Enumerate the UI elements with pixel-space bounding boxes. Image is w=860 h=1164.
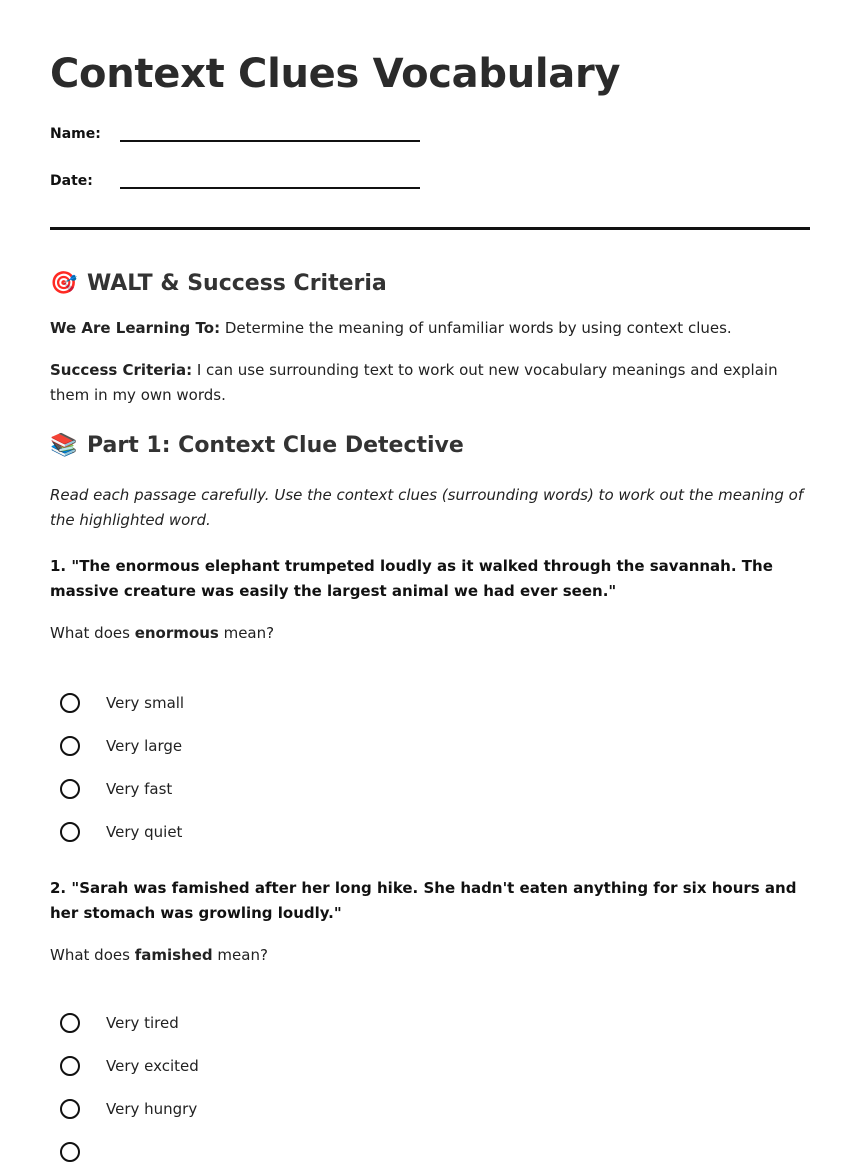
radio-circle[interactable]: [60, 1099, 80, 1119]
header-divider: [50, 227, 810, 230]
option-item[interactable]: [50, 1096, 810, 1121]
walt-heading: [50, 268, 810, 298]
date-field: [50, 169, 810, 189]
option-label: Very excited: [106, 1056, 199, 1075]
target-icon: 🎯: [50, 270, 78, 296]
option-item[interactable]: [50, 733, 810, 758]
option-label: Very fast: [106, 779, 173, 798]
question-2-prompt: [50, 943, 810, 968]
success-criteria-paragraph: [50, 358, 810, 408]
radio-circle[interactable]: [60, 779, 80, 799]
date-label: Date:: [50, 173, 93, 189]
part1-heading: [50, 430, 810, 460]
question-2-text: "Sarah was famished after her long hike. She hadn't eaten anything for six hours and her stomach was growling loudly.": [50, 879, 797, 922]
radio-circle[interactable]: [60, 1013, 80, 1033]
question-2-word: famished: [134, 946, 213, 964]
question-2-options: [50, 1010, 810, 1164]
question-1-prompt-post: mean?: [218, 624, 275, 642]
question-1-passage: [50, 554, 810, 604]
option-item[interactable]: [50, 819, 810, 844]
radio-circle[interactable]: [60, 1142, 80, 1162]
option-label: Very tired: [106, 1013, 179, 1032]
question-2-prompt-post: mean?: [212, 946, 268, 964]
walt-text: Determine the meaning of unfamiliar words by using context clues.: [220, 319, 732, 337]
option-label: Very hungry: [106, 1099, 198, 1118]
radio-circle[interactable]: [60, 1056, 80, 1076]
radio-circle[interactable]: [60, 736, 80, 756]
name-input-line[interactable]: [120, 126, 420, 142]
walt-paragraph: [50, 316, 810, 341]
success-criteria-label: Success Criteria:: [50, 361, 193, 379]
question-1-prompt-pre: What does: [50, 624, 135, 642]
walt-label: We Are Learning To:: [50, 319, 221, 337]
name-label: Name:: [50, 126, 101, 142]
question-1-text: "The enormous elephant trumpeted loudly as it walked through the savannah. The massive creature was easily the largest animal we had ever seen.": [50, 557, 773, 600]
question-2-passage: [50, 876, 810, 926]
walt-heading-text: WALT & Success Criteria: [87, 270, 387, 296]
option-item[interactable]: [50, 1053, 810, 1078]
question-1-number: 1.: [50, 557, 67, 575]
part1-instructions: Read each passage carefully. Use the context clues (surrounding words) to work out the meaning of the highlighted word.: [50, 486, 804, 529]
option-item[interactable]: [50, 1010, 810, 1035]
option-item[interactable]: [50, 690, 810, 715]
part1-heading-text: Part 1: Context Clue Detective: [87, 432, 464, 458]
date-input-line[interactable]: [120, 173, 420, 189]
option-item[interactable]: [50, 776, 810, 801]
radio-circle[interactable]: [60, 693, 80, 713]
radio-circle[interactable]: [60, 822, 80, 842]
option-label: Very small: [106, 693, 185, 712]
books-icon: 📚: [50, 432, 78, 458]
option-label: Very quiet: [106, 822, 183, 841]
success-criteria-text: I can use surrounding text to work out new vocabulary meanings and explain them in my own words.: [50, 361, 778, 404]
question-1-prompt: [50, 621, 810, 646]
option-item[interactable]: [50, 1139, 810, 1164]
question-1-options: [50, 690, 810, 844]
question-2-prompt-pre: What does: [50, 946, 135, 964]
name-field: [50, 122, 810, 142]
question-1-word: enormous: [134, 624, 219, 642]
page-title: Context Clues Vocabulary: [50, 51, 621, 97]
option-label: Very large: [106, 736, 183, 755]
question-2-number: 2.: [50, 879, 67, 897]
